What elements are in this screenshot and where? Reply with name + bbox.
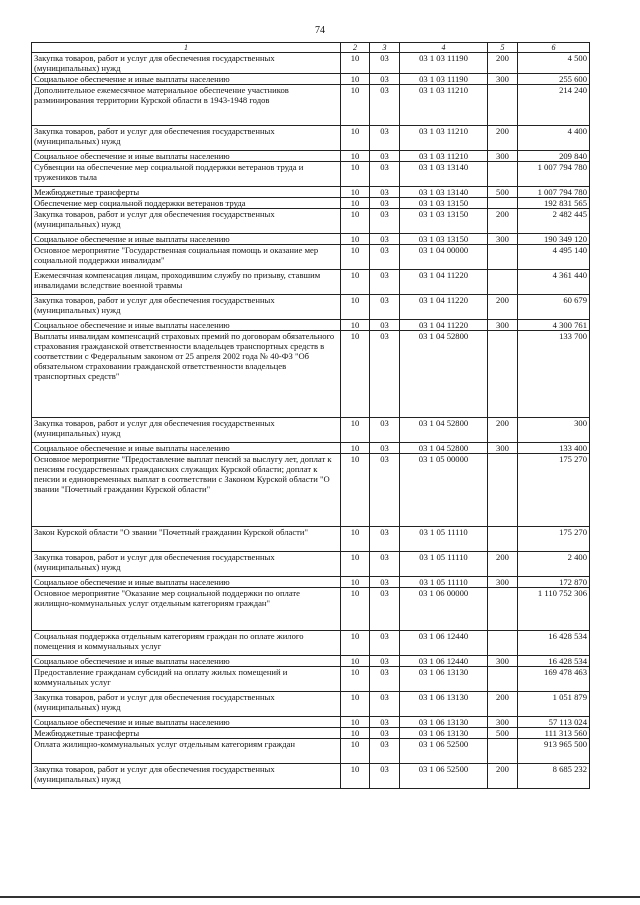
row-subsection-cell: 03 [370, 198, 400, 209]
row-target-article-cell: 03 1 03 11210 [400, 85, 488, 126]
row-target-article-cell: 03 1 05 11110 [400, 527, 488, 552]
row-target-article-cell: 03 1 06 00000 [400, 588, 488, 631]
row-target-article-cell: 03 1 04 52800 [400, 443, 488, 454]
row-subsection-cell: 03 [370, 270, 400, 295]
row-target-article-cell: 03 1 03 13140 [400, 187, 488, 198]
row-target-article-cell: 03 1 06 13130 [400, 728, 488, 739]
row-name-cell: Закупка товаров, работ и услуг для обеспечения государственных (муниципальных) нужд [32, 764, 341, 789]
row-amount-cell: 2 400 [518, 552, 590, 577]
row-target-article-cell: 03 1 03 11190 [400, 74, 488, 85]
row-expense-type-cell: 300 [488, 74, 518, 85]
row-subsection-cell: 03 [370, 728, 400, 739]
row-name-cell: Социальное обеспечение и иные выплаты населению [32, 443, 341, 454]
row-amount-cell: 4 500 [518, 53, 590, 74]
row-target-article-cell: 03 1 04 52800 [400, 331, 488, 418]
table-row [32, 728, 590, 739]
row-name-cell: Закон Курской области "О звании "Почетный гражданин Курской области" [32, 527, 341, 552]
row-amount-cell: 4 300 761 [518, 320, 590, 331]
row-subsection-cell: 03 [370, 85, 400, 126]
row-target-article-cell: 03 1 03 13150 [400, 234, 488, 245]
table-row [32, 53, 590, 74]
row-section-cell: 10 [341, 295, 370, 320]
row-section-cell: 10 [341, 667, 370, 692]
table-row [32, 270, 590, 295]
table-row [32, 552, 590, 577]
table-row [32, 631, 590, 656]
row-expense-type-cell: 300 [488, 151, 518, 162]
table-row [32, 764, 590, 789]
row-subsection-cell: 03 [370, 209, 400, 234]
row-expense-type-cell: 200 [488, 552, 518, 577]
row-subsection-cell: 03 [370, 162, 400, 187]
row-subsection-cell: 03 [370, 764, 400, 789]
row-name-cell: Социальное обеспечение и иные выплаты населению [32, 74, 341, 85]
table-row [32, 245, 590, 270]
row-target-article-cell: 03 1 06 12440 [400, 631, 488, 656]
row-target-article-cell: 03 1 04 52800 [400, 418, 488, 443]
row-amount-cell: 192 831 565 [518, 198, 590, 209]
row-section-cell: 10 [341, 739, 370, 764]
row-subsection-cell: 03 [370, 295, 400, 320]
row-target-article-cell: 03 1 06 13130 [400, 692, 488, 717]
row-expense-type-cell: 300 [488, 320, 518, 331]
row-target-article-cell: 03 1 05 11110 [400, 552, 488, 577]
row-amount-cell: 57 113 024 [518, 717, 590, 728]
table-row [32, 454, 590, 527]
row-subsection-cell: 03 [370, 588, 400, 631]
row-expense-type-cell: 300 [488, 717, 518, 728]
row-subsection-cell: 03 [370, 126, 400, 151]
row-target-article-cell: 03 1 03 13150 [400, 209, 488, 234]
row-section-cell: 10 [341, 245, 370, 270]
table-row [32, 331, 590, 418]
row-name-cell: Основное мероприятие "Предоставление выплат пенсий за выслугу лет, доплат к пенсиям государственных гражданских служащих Курской области; доплат к пенсии и единовременных выплат в соответствии с Законом Курской области "О звании "Почетный гражданин Курской области" [32, 454, 341, 527]
row-subsection-cell: 03 [370, 552, 400, 577]
row-expense-type-cell: 300 [488, 656, 518, 667]
table-row [32, 692, 590, 717]
row-name-cell: Закупка товаров, работ и услуг для обеспечения государственных (муниципальных) нужд [32, 53, 341, 74]
row-section-cell: 10 [341, 454, 370, 527]
table-row [32, 320, 590, 331]
row-subsection-cell: 03 [370, 656, 400, 667]
header-col-6: 6 [518, 43, 590, 53]
table-row [32, 85, 590, 126]
row-section-cell: 10 [341, 162, 370, 187]
row-name-cell: Закупка товаров, работ и услуг для обеспечения государственных (муниципальных) нужд [32, 209, 341, 234]
row-amount-cell: 4 495 140 [518, 245, 590, 270]
row-amount-cell: 1 110 752 306 [518, 588, 590, 631]
row-section-cell: 10 [341, 198, 370, 209]
row-section-cell: 10 [341, 631, 370, 656]
row-name-cell: Закупка товаров, работ и услуг для обеспечения государственных (муниципальных) нужд [32, 552, 341, 577]
row-amount-cell: 111 313 560 [518, 728, 590, 739]
bottom-rule [0, 896, 640, 898]
row-section-cell: 10 [341, 126, 370, 151]
row-expense-type-cell: 500 [488, 187, 518, 198]
row-amount-cell: 175 270 [518, 527, 590, 552]
row-expense-type-cell [488, 245, 518, 270]
row-expense-type-cell [488, 739, 518, 764]
row-target-article-cell: 03 1 03 13150 [400, 198, 488, 209]
table-row [32, 739, 590, 764]
header-col-3: 3 [370, 43, 400, 53]
row-section-cell: 10 [341, 187, 370, 198]
row-target-article-cell: 03 1 04 11220 [400, 270, 488, 295]
table-row [32, 234, 590, 245]
table-row [32, 187, 590, 198]
row-expense-type-cell: 300 [488, 577, 518, 588]
row-name-cell: Межбюджетные трансферты [32, 187, 341, 198]
row-subsection-cell: 03 [370, 418, 400, 443]
budget-table [31, 42, 590, 789]
row-subsection-cell: 03 [370, 234, 400, 245]
row-name-cell: Социальное обеспечение и иные выплаты населению [32, 151, 341, 162]
row-target-article-cell: 03 1 06 52500 [400, 739, 488, 764]
row-target-article-cell: 03 1 04 11220 [400, 320, 488, 331]
row-section-cell: 10 [341, 552, 370, 577]
row-subsection-cell: 03 [370, 245, 400, 270]
row-section-cell: 10 [341, 331, 370, 418]
row-name-cell: Субвенции на обеспечение мер социальной поддержки ветеранов труда и тружеников тыла [32, 162, 341, 187]
table-row [32, 151, 590, 162]
row-expense-type-cell [488, 631, 518, 656]
row-expense-type-cell: 200 [488, 692, 518, 717]
row-target-article-cell: 03 1 06 12440 [400, 656, 488, 667]
row-amount-cell: 175 270 [518, 454, 590, 527]
row-section-cell: 10 [341, 418, 370, 443]
row-name-cell: Межбюджетные трансферты [32, 728, 341, 739]
row-subsection-cell: 03 [370, 739, 400, 764]
row-amount-cell: 2 482 445 [518, 209, 590, 234]
row-name-cell: Социальное обеспечение и иные выплаты населению [32, 234, 341, 245]
row-target-article-cell: 03 1 06 52500 [400, 764, 488, 789]
row-subsection-cell: 03 [370, 667, 400, 692]
row-name-cell: Закупка товаров, работ и услуг для обеспечения государственных (муниципальных) нужд [32, 295, 341, 320]
row-expense-type-cell [488, 331, 518, 418]
row-expense-type-cell: 200 [488, 126, 518, 151]
row-section-cell: 10 [341, 151, 370, 162]
row-amount-cell: 133 700 [518, 331, 590, 418]
row-expense-type-cell: 200 [488, 209, 518, 234]
table-row [32, 588, 590, 631]
row-subsection-cell: 03 [370, 443, 400, 454]
row-name-cell: Социальное обеспечение и иные выплаты населению [32, 717, 341, 728]
row-amount-cell: 255 600 [518, 74, 590, 85]
row-section-cell: 10 [341, 588, 370, 631]
row-subsection-cell: 03 [370, 577, 400, 588]
header-col-1: 1 [32, 43, 341, 53]
row-amount-cell: 1 007 794 780 [518, 187, 590, 198]
row-section-cell: 10 [341, 320, 370, 331]
page-number: 74 [315, 25, 325, 36]
row-section-cell: 10 [341, 656, 370, 667]
row-expense-type-cell: 200 [488, 418, 518, 443]
header-col-2: 2 [341, 43, 370, 53]
row-amount-cell: 16 428 534 [518, 656, 590, 667]
row-target-article-cell: 03 1 04 11220 [400, 295, 488, 320]
row-target-article-cell: 03 1 03 11210 [400, 151, 488, 162]
row-name-cell: Социальное обеспечение и иные выплаты населению [32, 577, 341, 588]
row-section-cell: 10 [341, 85, 370, 126]
row-subsection-cell: 03 [370, 454, 400, 527]
row-expense-type-cell: 300 [488, 234, 518, 245]
row-target-article-cell: 03 1 04 00000 [400, 245, 488, 270]
row-subsection-cell: 03 [370, 717, 400, 728]
row-subsection-cell: 03 [370, 527, 400, 552]
row-name-cell: Закупка товаров, работ и услуг для обеспечения государственных (муниципальных) нужд [32, 126, 341, 151]
row-target-article-cell: 03 1 05 11110 [400, 577, 488, 588]
row-amount-cell: 913 965 500 [518, 739, 590, 764]
row-expense-type-cell [488, 527, 518, 552]
row-amount-cell: 4 361 440 [518, 270, 590, 295]
row-expense-type-cell [488, 454, 518, 527]
row-amount-cell: 1 007 794 780 [518, 162, 590, 187]
row-section-cell: 10 [341, 443, 370, 454]
row-amount-cell: 133 400 [518, 443, 590, 454]
table-row [32, 295, 590, 320]
row-name-cell: Оплата жилищно-коммунальных услуг отдельным категориям граждан [32, 739, 341, 764]
row-name-cell: Закупка товаров, работ и услуг для обеспечения государственных (муниципальных) нужд [32, 418, 341, 443]
row-amount-cell: 190 349 120 [518, 234, 590, 245]
row-target-article-cell: 03 1 06 13130 [400, 717, 488, 728]
row-subsection-cell: 03 [370, 53, 400, 74]
row-expense-type-cell [488, 588, 518, 631]
row-amount-cell: 172 870 [518, 577, 590, 588]
row-target-article-cell: 03 1 06 13130 [400, 667, 488, 692]
row-expense-type-cell: 200 [488, 764, 518, 789]
table-row [32, 667, 590, 692]
row-section-cell: 10 [341, 234, 370, 245]
table-row [32, 527, 590, 552]
row-subsection-cell: 03 [370, 320, 400, 331]
row-name-cell: Социальная поддержка отдельным категориям граждан по оплате жилого помещения и коммунальных услуг [32, 631, 341, 656]
row-name-cell: Предоставление гражданам субсидий на оплату жилых помещений и коммунальных услуг [32, 667, 341, 692]
row-name-cell: Основное мероприятие "Оказание мер социальной поддержки по оплате жилищно-коммунальных услуг отдельным категориям граждан" [32, 588, 341, 631]
row-amount-cell: 16 428 534 [518, 631, 590, 656]
row-section-cell: 10 [341, 728, 370, 739]
row-section-cell: 10 [341, 764, 370, 789]
row-subsection-cell: 03 [370, 187, 400, 198]
row-name-cell: Выплаты инвалидам компенсаций страховых премий по договорам обязательного страхования гражданской ответственности владельцев транспортных средств в соответствии с Федеральным законом от 25 апреля 2002 года № 40-ФЗ "Об обязательном страховании гражданской ответственности владельцев транспортных средств" [32, 331, 341, 418]
row-section-cell: 10 [341, 692, 370, 717]
table-row [32, 418, 590, 443]
row-name-cell: Закупка товаров, работ и услуг для обеспечения государственных (муниципальных) нужд [32, 692, 341, 717]
table-row [32, 577, 590, 588]
row-section-cell: 10 [341, 527, 370, 552]
row-section-cell: 10 [341, 577, 370, 588]
header-col-5: 5 [488, 43, 518, 53]
row-subsection-cell: 03 [370, 331, 400, 418]
row-name-cell: Социальное обеспечение и иные выплаты населению [32, 320, 341, 331]
row-target-article-cell: 03 1 03 11210 [400, 126, 488, 151]
row-name-cell: Дополнительное ежемесячное материальное обеспечение участников разминирования территории Курской области в 1943-1948 годов [32, 85, 341, 126]
row-expense-type-cell: 500 [488, 728, 518, 739]
row-amount-cell: 300 [518, 418, 590, 443]
row-name-cell: Обеспечение мер социальной поддержки ветеранов труда [32, 198, 341, 209]
row-expense-type-cell: 200 [488, 53, 518, 74]
table-header-row [32, 43, 590, 53]
row-subsection-cell: 03 [370, 631, 400, 656]
row-amount-cell: 8 685 232 [518, 764, 590, 789]
row-name-cell: Ежемесячная компенсация лицам, проходившим службу по призыву, ставшим инвалидами вследствие военной травмы [32, 270, 341, 295]
header-col-4: 4 [400, 43, 488, 53]
row-expense-type-cell [488, 198, 518, 209]
table-row [32, 126, 590, 151]
row-amount-cell: 214 240 [518, 85, 590, 126]
table-row [32, 198, 590, 209]
row-expense-type-cell [488, 85, 518, 126]
row-expense-type-cell: 200 [488, 295, 518, 320]
row-amount-cell: 169 478 463 [518, 667, 590, 692]
row-subsection-cell: 03 [370, 692, 400, 717]
row-section-cell: 10 [341, 209, 370, 234]
row-target-article-cell: 03 1 05 00000 [400, 454, 488, 527]
row-section-cell: 10 [341, 270, 370, 295]
row-target-article-cell: 03 1 03 11190 [400, 53, 488, 74]
row-section-cell: 10 [341, 53, 370, 74]
row-name-cell: Основное мероприятие "Государственная социальная помощь и оказание мер социальной поддержки инвалидам" [32, 245, 341, 270]
row-name-cell: Социальное обеспечение и иные выплаты населению [32, 656, 341, 667]
row-expense-type-cell [488, 162, 518, 187]
table-row [32, 209, 590, 234]
row-amount-cell: 4 400 [518, 126, 590, 151]
row-amount-cell: 209 840 [518, 151, 590, 162]
table-row [32, 656, 590, 667]
table-row [32, 162, 590, 187]
row-target-article-cell: 03 1 03 13140 [400, 162, 488, 187]
row-subsection-cell: 03 [370, 74, 400, 85]
row-section-cell: 10 [341, 74, 370, 85]
row-expense-type-cell: 300 [488, 443, 518, 454]
row-section-cell: 10 [341, 717, 370, 728]
row-subsection-cell: 03 [370, 151, 400, 162]
table-row [32, 717, 590, 728]
row-expense-type-cell [488, 667, 518, 692]
row-expense-type-cell [488, 270, 518, 295]
row-amount-cell: 1 051 879 [518, 692, 590, 717]
row-amount-cell: 60 679 [518, 295, 590, 320]
table-row [32, 74, 590, 85]
table-row [32, 443, 590, 454]
